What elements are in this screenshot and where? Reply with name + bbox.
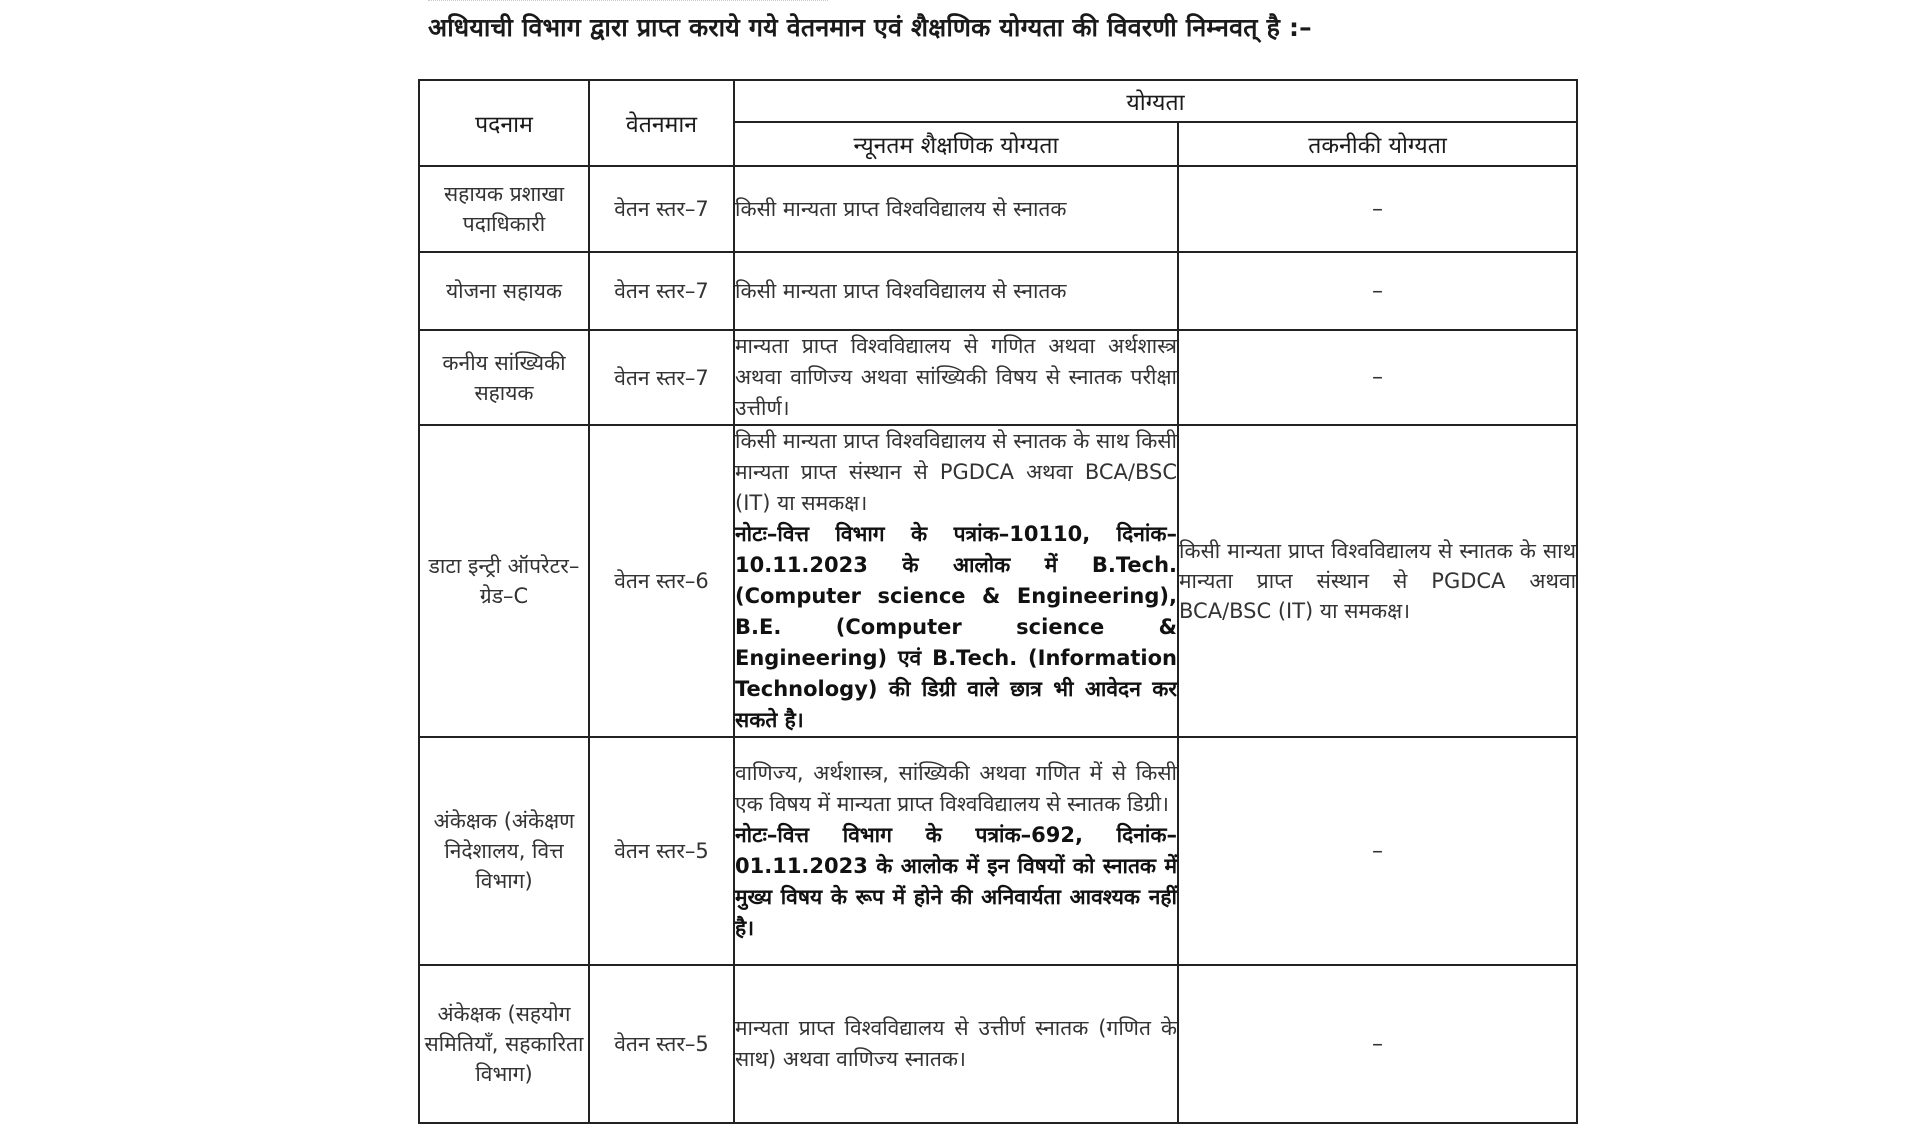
- edu-text: किसी मान्यता प्राप्त विश्वविद्यालय से स्नातक: [735, 196, 1067, 221]
- min-education: [734, 330, 1178, 425]
- table-row: [419, 166, 1577, 252]
- pay-level: वेतन स्तर–7: [589, 330, 734, 425]
- post-name: कनीय सांख्यिकी सहायक: [419, 330, 589, 425]
- edu-text: किसी मान्यता प्राप्त विश्वविद्यालय से स्नातक: [735, 278, 1067, 303]
- technical-qualification: –: [1178, 965, 1577, 1123]
- edu-note: नोटः–वित्त विभाग के पत्रांक–10110, दिनांक–10.11.2023 के आलोक में B.Tech. (Computer science & Engineering), B.E. (Computer science & Engineering) एवं B.Tech. (Information Technology) की डिग्री वाले छात्र भी आवेदन कर सकते है।: [735, 522, 1177, 732]
- post-name: योजना सहायक: [419, 252, 589, 330]
- pay-level: वेतन स्तर–5: [589, 737, 734, 965]
- edu-text: किसी मान्यता प्राप्त विश्वविद्यालय से स्नातक के साथ किसी मान्यता प्राप्त संस्थान से PGDCA अथवा BCA/BSC (IT) या समकक्ष।: [735, 429, 1177, 515]
- intro-sentence: अधियाची विभाग द्वारा प्राप्त कराये गये वेतनमान एवं शैक्षणिक योग्यता की विवरणी निम्नवत् है :–: [428, 13, 1312, 42]
- edu-text: मान्यता प्राप्त विश्वविद्यालय से गणित अथवा अर्थशास्त्र अथवा वाणिज्य अथवा सांख्यिकी विषय से स्नातक परीक्षा उत्तीर्ण।: [735, 334, 1177, 420]
- header-pay-scale: वेतनमान: [589, 80, 734, 166]
- top-cut-text-line: [428, 0, 828, 7]
- pay-level: वेतन स्तर–7: [589, 252, 734, 330]
- post-name: सहायक प्रशाखा पदाधिकारी: [419, 166, 589, 252]
- technical-qualification: –: [1178, 737, 1577, 965]
- technical-qualification: –: [1178, 252, 1577, 330]
- min-education: [734, 425, 1178, 737]
- header-qualification: योग्यता: [734, 80, 1577, 122]
- header-post: पदनाम: [419, 80, 589, 166]
- pay-qualification-table: [418, 79, 1578, 1124]
- post-name: अंकेक्षक (सहयोग समितियाँ, सहकारिता विभाग): [419, 965, 589, 1123]
- post-name: डाटा इन्ट्री ऑपरेटर– ग्रेड–C: [419, 425, 589, 737]
- min-education: [734, 252, 1178, 330]
- technical-qualification: –: [1178, 166, 1577, 252]
- header-min-education: न्यूनतम शैक्षणिक योग्यता: [734, 122, 1178, 166]
- table-row: [419, 965, 1577, 1123]
- technical-qualification: किसी मान्यता प्राप्त विश्वविद्यालय से स्नातक के साथ मान्यता प्राप्त संस्थान से PGDCA अथवा BCA/BSC (IT) या समकक्ष।: [1178, 425, 1577, 737]
- edu-text: वाणिज्य, अर्थशास्त्र, सांख्यिकी अथवा गणित में से किसी एक विषय में मान्यता प्राप्त विश्वविद्यालय से स्नातक डिग्री।: [735, 761, 1177, 816]
- table-row: [419, 252, 1577, 330]
- technical-qualification: –: [1178, 330, 1577, 425]
- table-row: [419, 330, 1577, 425]
- table-row: [419, 425, 1577, 737]
- table-row: [419, 737, 1577, 965]
- edu-text: मान्यता प्राप्त विश्वविद्यालय से उत्तीर्ण स्नातक (गणित के साथ) अथवा वाणिज्य स्नातक।: [735, 1016, 1177, 1071]
- min-education: [734, 737, 1178, 965]
- header-technical: तकनीकी योग्यता: [1178, 122, 1577, 166]
- min-education: [734, 965, 1178, 1123]
- pay-level: वेतन स्तर–6: [589, 425, 734, 737]
- min-education: [734, 166, 1178, 252]
- edu-note: नोटः–वित्त विभाग के पत्रांक–692, दिनांक– 01.11.2023 के आलोक में इन विषयों को स्नातक में मुख्य विषय के रूप में होने की अनिवार्यता आवश्यक नहीं है।: [735, 823, 1177, 940]
- pay-level: वेतन स्तर–7: [589, 166, 734, 252]
- pay-level: वेतन स्तर–5: [589, 965, 734, 1123]
- post-name: अंकेक्षक (अंकेक्षण निदेशालय, वित्त विभाग): [419, 737, 589, 965]
